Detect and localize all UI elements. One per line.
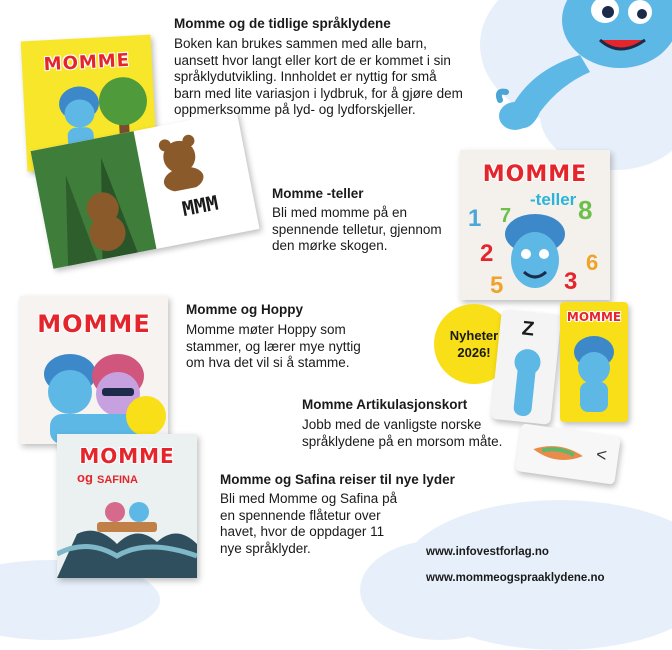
raft-sea-illustration <box>57 494 197 578</box>
cover-og-text: og <box>77 470 93 485</box>
articulation-card-box <box>560 302 628 422</box>
hand-illustration <box>499 346 552 420</box>
number-7: 7 <box>500 205 512 227</box>
cover-title-momme: MOMME <box>37 310 151 338</box>
book-cover-momme-teller <box>460 150 610 300</box>
book-cover-momme-og-safina <box>57 434 197 578</box>
badge-line-1: Nyheter <box>449 328 499 343</box>
cover-title-momme: MOMME <box>482 162 588 187</box>
cover-title-momme: MOMME <box>79 444 175 468</box>
book-cover-momme-og-hoppy <box>20 296 168 444</box>
description-momme-og-safina: Bli med Momme og Safina på en spennende flåtetur over havet, hvor de oppdager 11 nye språklyder. <box>220 491 398 556</box>
articulation-card-z <box>490 309 561 425</box>
number-1: 1 <box>468 205 482 232</box>
badge-line-2: 2026! <box>457 345 491 360</box>
description-momme-teller: Bli med momme på en spennende telletur, gjennom den mørke skogen. <box>272 205 442 253</box>
bear-illustration <box>146 130 215 195</box>
heading-artikulasjonskort: Momme Artikulasjonskort <box>302 397 468 412</box>
cover-title-momme: MOMME <box>43 49 131 76</box>
number-8: 8 <box>578 195 593 225</box>
cover-mmm-text: MMM <box>180 190 221 222</box>
cover-safina-text: SAFINA <box>97 474 138 486</box>
heading-momme-og-hoppy: Momme og Hoppy <box>186 302 303 317</box>
description-momme-og-hoppy: Momme møter Hoppy som stammer, og lærer mye nyttig om hva det vil si å stamme. <box>186 322 361 370</box>
number-3: 3 <box>564 268 578 295</box>
box-momme-illustration <box>568 334 620 414</box>
description-tidlige-spraklydene: Boken kan brukes sammen med alle barn, uansett hvor langt eller kort de er kommet i sin språklydutvikling. Innholdet er nyttig for små barn med lite variasjon i lydbruk, for å gjøre dem oppmerksomme på lyd- og lydforskjeller. <box>174 36 463 117</box>
card-symbol: < <box>594 444 609 466</box>
momme-mascot-illustration <box>470 0 672 140</box>
heading-momme-og-safina: Momme og Safina reiser til nye lyder <box>220 472 455 487</box>
number-5: 5 <box>490 272 504 299</box>
link-mommeogspraaklydene[interactable]: www.mommeogspraaklydene.no <box>426 572 605 584</box>
heading-momme-teller: Momme -teller <box>272 186 364 201</box>
forest-illustration <box>30 131 156 269</box>
number-2: 2 <box>480 240 494 267</box>
cover-title-momme: MOMME <box>566 310 622 324</box>
heading-tidlige-spraklydene: Momme og de tidlige språklydene <box>174 16 391 31</box>
cover-teller-suffix: -teller <box>530 190 577 209</box>
new-sticker <box>126 396 166 436</box>
mouth-illustration <box>526 433 590 473</box>
link-infovestforlag[interactable]: www.infovestforlag.no <box>426 546 549 558</box>
description-artikulasjonskort: Jobb med de vanligste norske språklydene på en morsom måte. <box>302 417 503 449</box>
card-letter-z: Z <box>520 317 536 341</box>
number-6: 6 <box>586 250 599 275</box>
